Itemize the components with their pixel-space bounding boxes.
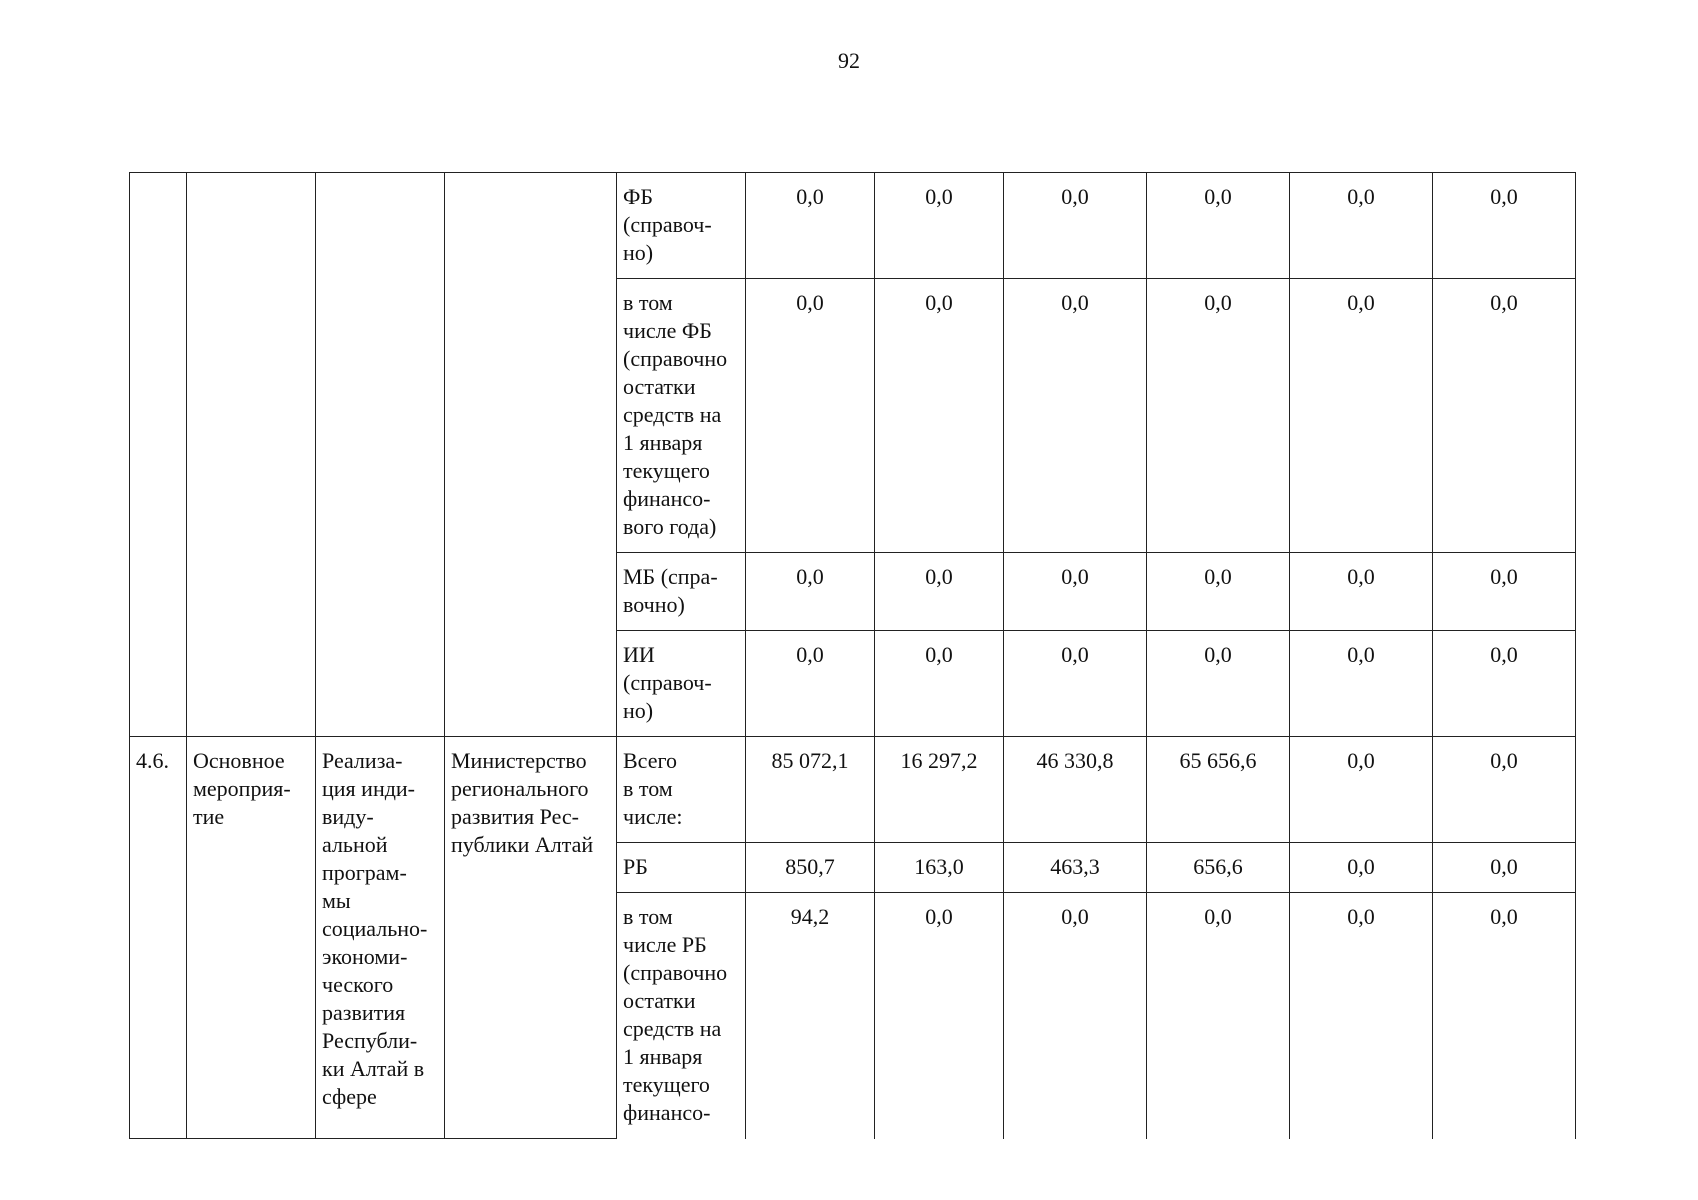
- table-row: [130, 737, 1576, 843]
- value-cell: 0,0: [1004, 553, 1147, 631]
- name-line: мы: [322, 888, 351, 913]
- source-line: (справоч-: [623, 212, 712, 237]
- blank-executor-cell: [445, 173, 617, 737]
- name-line: ция инди-: [322, 776, 416, 801]
- value-cell: 0,0: [1433, 553, 1576, 631]
- executor-line: Министерство: [451, 748, 587, 773]
- table-row: [130, 173, 1576, 279]
- source-line: (справоч-: [623, 670, 712, 695]
- source-line: средств на: [623, 1016, 722, 1041]
- value-cell: 16 297,2: [875, 737, 1004, 843]
- value-cell: 0,0: [875, 553, 1004, 631]
- source-line: финансо-: [623, 1100, 711, 1125]
- value-cell: 0,0: [1147, 631, 1290, 737]
- source-line: вого года): [623, 514, 717, 539]
- value-cell: 0,0: [1433, 893, 1576, 1139]
- item-number-cell: 4.6.: [130, 737, 187, 1139]
- value-cell: 0,0: [875, 279, 1004, 553]
- value-cell: 0,0: [1147, 173, 1290, 279]
- source-line: остатки: [623, 374, 696, 399]
- value-cell: 0,0: [875, 173, 1004, 279]
- source-line: остатки: [623, 988, 696, 1013]
- value-cell: 46 330,8: [1004, 737, 1147, 843]
- type-line: тие: [193, 804, 225, 829]
- blank-name-cell: [316, 173, 445, 737]
- value-cell: 0,0: [1004, 631, 1147, 737]
- source-line: 1 января: [623, 1044, 703, 1069]
- value-cell: 0,0: [1433, 631, 1576, 737]
- source-line: финансо-: [623, 486, 711, 511]
- source-line: ФБ: [623, 184, 654, 209]
- source-line: в том: [623, 904, 673, 929]
- value-cell: 0,0: [1004, 279, 1147, 553]
- value-cell: 850,7: [746, 843, 875, 893]
- value-cell: 0,0: [1147, 553, 1290, 631]
- name-line: социально-: [322, 916, 428, 941]
- value-cell: 0,0: [1290, 843, 1433, 893]
- name-line: альной: [322, 832, 388, 857]
- blank-number-cell: [130, 173, 187, 737]
- name-line: развития: [322, 1000, 406, 1025]
- value-cell: 0,0: [746, 631, 875, 737]
- source-line: средств на: [623, 402, 722, 427]
- source-line: числе РБ: [623, 932, 707, 957]
- source-line: вочно): [623, 592, 685, 617]
- item-executor-cell: [445, 737, 617, 1139]
- name-line: ческого: [322, 972, 394, 997]
- value-cell: 0,0: [875, 893, 1004, 1139]
- value-cell: 0,0: [746, 553, 875, 631]
- source-line: в том: [623, 290, 673, 315]
- source-line: МБ (спра-: [623, 564, 718, 589]
- source-line: текущего: [623, 458, 710, 483]
- name-line: виду-: [322, 804, 374, 829]
- blank-type-cell: [187, 173, 316, 737]
- name-line: экономи-: [322, 944, 408, 969]
- value-cell: 0,0: [1290, 893, 1433, 1139]
- value-cell: 163,0: [875, 843, 1004, 893]
- value-cell: 0,0: [1004, 893, 1147, 1139]
- funding-source-cell: [617, 893, 746, 1139]
- funding-source-cell: [617, 173, 746, 279]
- funding-source-cell: [617, 553, 746, 631]
- value-cell: 0,0: [1147, 279, 1290, 553]
- type-line: Основное: [193, 748, 285, 773]
- source-line: но): [623, 698, 654, 723]
- item-type-cell: [187, 737, 316, 1139]
- funding-source-cell: [617, 279, 746, 553]
- funding-source-cell: [617, 843, 746, 893]
- executor-line: публики Алтай: [451, 832, 594, 857]
- value-cell: 0,0: [1290, 553, 1433, 631]
- source-line: 1 января: [623, 430, 703, 455]
- source-line: но): [623, 240, 654, 265]
- source-line: (справочно: [623, 960, 728, 985]
- value-cell: 0,0: [746, 173, 875, 279]
- page-number: 92: [838, 48, 860, 73]
- source-line: Всего: [623, 748, 677, 773]
- value-cell: 0,0: [1433, 279, 1576, 553]
- name-line: ки Алтай в: [322, 1056, 425, 1081]
- value-cell: 0,0: [875, 631, 1004, 737]
- funding-source-cell: [617, 631, 746, 737]
- value-cell: 0,0: [1290, 631, 1433, 737]
- source-line: (справочно: [623, 346, 728, 371]
- executor-line: развития Рес-: [451, 804, 579, 829]
- name-line: Республи-: [322, 1028, 418, 1053]
- name-line: сфере: [322, 1084, 377, 1109]
- value-cell: 0,0: [1147, 893, 1290, 1139]
- value-cell: 94,2: [746, 893, 875, 1139]
- value-cell: 0,0: [1290, 173, 1433, 279]
- value-cell: 656,6: [1147, 843, 1290, 893]
- name-line: програм-: [322, 860, 407, 885]
- value-cell: 0,0: [1290, 737, 1433, 843]
- source-line: числе:: [623, 804, 683, 829]
- value-cell: 0,0: [746, 279, 875, 553]
- value-cell: 0,0: [1433, 737, 1576, 843]
- source-line: ИИ: [623, 642, 655, 667]
- value-cell: 0,0: [1290, 279, 1433, 553]
- executor-line: регионального: [451, 776, 589, 801]
- value-cell: 0,0: [1433, 173, 1576, 279]
- item-name-cell: [316, 737, 445, 1139]
- value-cell: 463,3: [1004, 843, 1147, 893]
- source-line: РБ: [623, 854, 648, 879]
- name-line: Реализа-: [322, 748, 403, 773]
- value-cell: 0,0: [1004, 173, 1147, 279]
- value-cell: 85 072,1: [746, 737, 875, 843]
- budget-table: [129, 172, 1576, 1139]
- value-cell: 0,0: [1433, 843, 1576, 893]
- source-line: текущего: [623, 1072, 710, 1097]
- value-cell: 65 656,6: [1147, 737, 1290, 843]
- source-line: числе ФБ: [623, 318, 712, 343]
- source-line: в том: [623, 776, 673, 801]
- funding-source-cell: [617, 737, 746, 843]
- type-line: мероприя-: [193, 776, 291, 801]
